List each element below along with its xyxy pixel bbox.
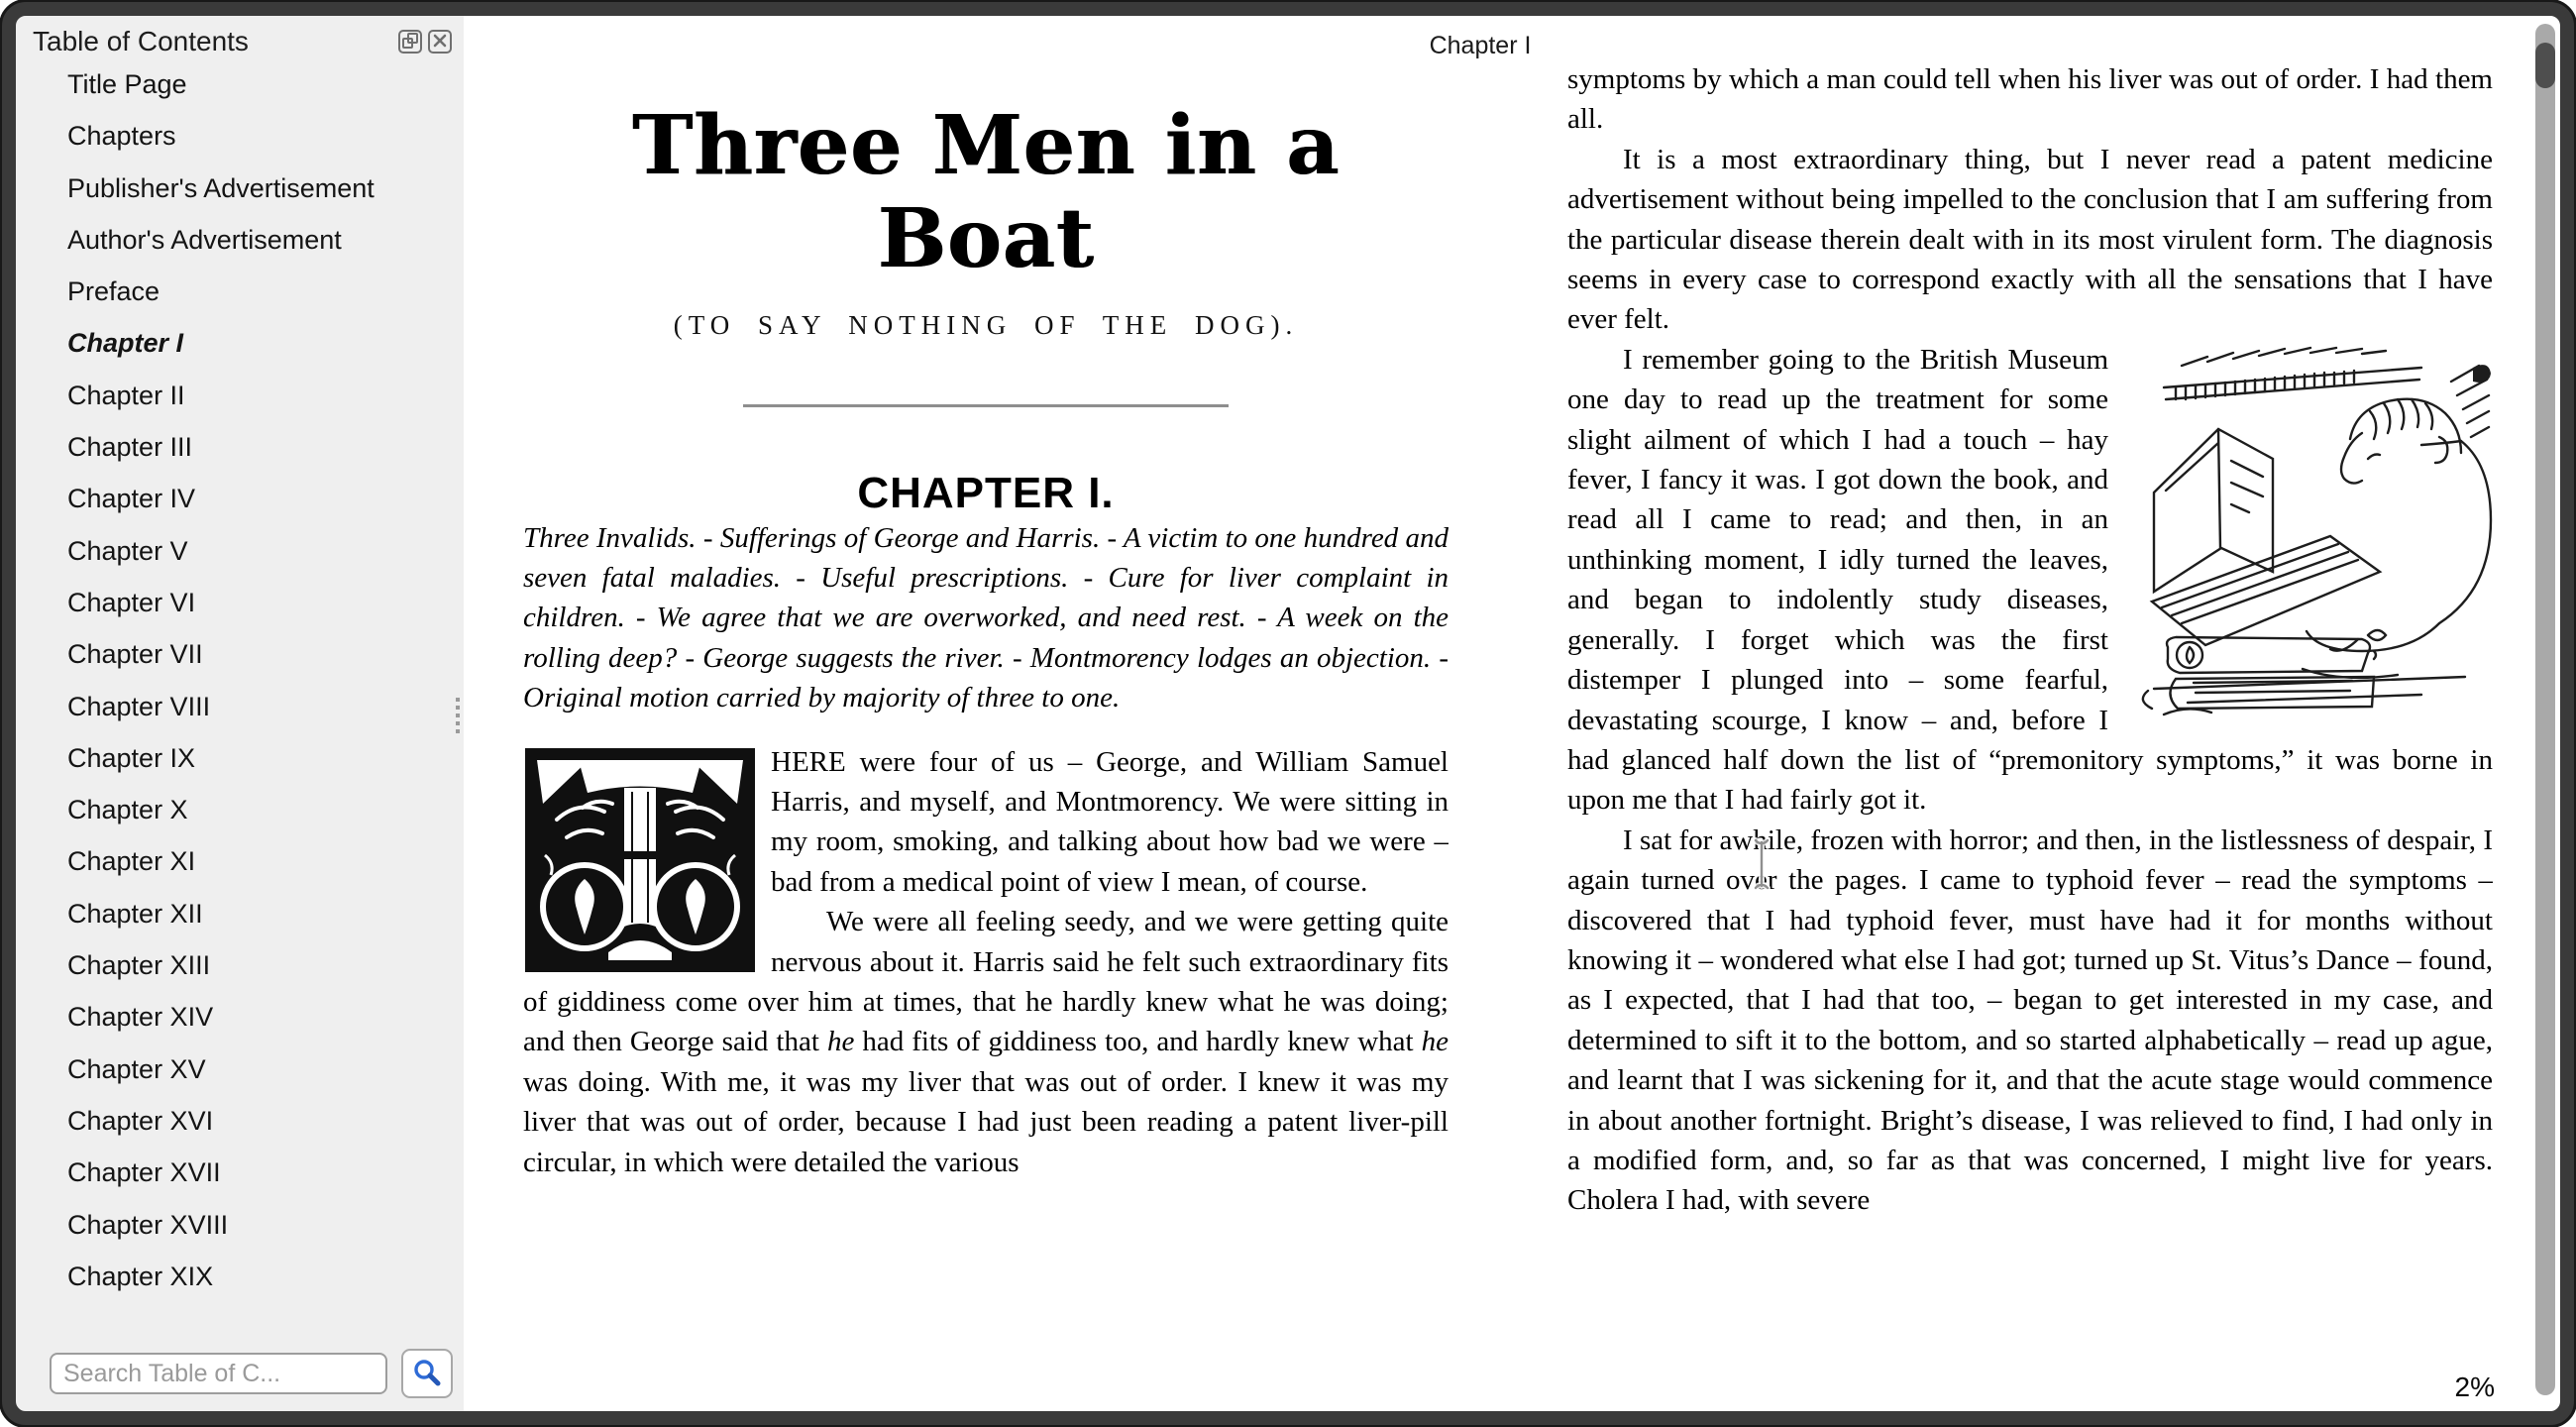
toc-item-label: Chapters (67, 121, 176, 152)
toc-item-label: Chapter XIV (67, 1002, 214, 1033)
ibeam-cursor-icon (1752, 836, 1771, 897)
close-panel-button[interactable] (428, 30, 452, 54)
toc-search-button[interactable] (401, 1349, 453, 1398)
toc-search-combo (50, 1353, 387, 1394)
toc-item[interactable] (16, 370, 458, 421)
toc-item[interactable] (16, 1147, 458, 1198)
paragraph: I sat for awhile, frozen with horror; and then, in the listlessness of despair, I again turned over the pages. I came to typhoid fever – read the symptoms – discovered that I had typhoid fever, must have had it for months without knowing it – wondered what else I had got; turned up St. Vitus’s Dance – found, as I expected, that I had that too, – began to get interested in my case, and determined to sift it to the bottom, and so started alphabetically – read up ague, and learnt that I was sickening for it, and that the acute stage would commence in about another fortnight. Bright’s disease, I was relieved to find, I had only in a modified form, and, so far as that was concerned, I might live for years. Cholera I had, with severe (1567, 823, 2493, 1217)
float-window-icon (401, 32, 419, 53)
toc-item-label: Title Page (67, 69, 187, 99)
book-subtitle: (TO SAY NOTHING OF THE DOG). (673, 309, 1299, 340)
toc-list (16, 58, 458, 1302)
book-title-blackletter: Three Men in a Boat (631, 99, 1341, 287)
paragraph (523, 742, 1449, 903)
toc-item[interactable] (16, 214, 458, 266)
close-icon (431, 32, 449, 53)
toc-item-label: Chapter XIII (67, 950, 211, 981)
paragraph: We were all feeling seedy, and we were getting quite nervous about it. Harris said he felt such extraordinary fits of giddiness come over him at times, that he hardly knew what he was doing; and then George said that he had fits of giddiness too, and hardly knew what he was doing. With me, it was my liver that was out of order. I knew it was my liver that was out of order, because I had just been reading a patent liver-pill circular, in which were detailed the various (523, 906, 1449, 1178)
paragraph (1567, 340, 2493, 821)
toc-item-label: Chapter XVI (67, 1105, 214, 1136)
toc-item[interactable] (16, 473, 458, 524)
reading-area (464, 16, 2560, 1411)
toc-item-label: Chapter III (67, 432, 193, 463)
toc-item[interactable] (16, 1199, 458, 1251)
toc-item[interactable] (16, 110, 458, 162)
toc-item[interactable] (16, 888, 458, 939)
toc-item-label: Author's Advertisement (67, 224, 342, 255)
toc-item[interactable] (16, 58, 458, 110)
toc-item[interactable] (16, 784, 458, 835)
chapter-summary: Three Invalids. - Sufferings of George and Harris. - A victim to one hundred and seven fatal maladies. - Useful prescriptions. - Cure for liver complaint in children. - We agree that we are overworked, and need rest. - A week on the rolling deep? - George suggests the river. - Montmorency lodges an objection. - Original motion carried by majority of three to one. (523, 521, 1449, 714)
search-icon (412, 1358, 442, 1390)
paragraph: It is a most extraordinary thing, but I never read a patent medicine advertisement without being impelled to the conclusion that I am suffering from the particular disease therein dealt with in its most virulent form. The diagnosis seems in every case to correspond exactly with all the sensations that I have ever felt. (1567, 143, 2493, 336)
paragraph-text: HERE were four of us – George, and William Samuel Harris, and myself, and Montmorency. We were sitting in my room, smoking, and talking about how bad we were – bad from a medical point of view I mean, of course. (771, 745, 1449, 898)
toc-splitter-handle[interactable] (456, 698, 460, 733)
toc-item[interactable] (16, 421, 458, 473)
toc-item[interactable] (16, 939, 458, 991)
toc-item[interactable] (16, 1251, 458, 1302)
toc-item-label: Chapter XI (67, 846, 196, 877)
title-divider-rule (743, 404, 1229, 407)
toc-item[interactable] (16, 835, 458, 887)
toc-item-label: Chapter XVIII (67, 1209, 229, 1240)
running-header: Chapter I (1429, 32, 1532, 59)
toc-item[interactable] (16, 317, 458, 369)
page-column-left (523, 99, 1449, 1338)
paragraph-text: I remember going to the British Museum one day to read up the treatment for some slight ailment of which I had a touch – hay fever, I fancy it was. I got down the book, and read all I came to read; and then, in an unthinking moment, I idly turned the leaves, and began to indolently study diseases, generally. I forget which was the first distemper I plunged into – some fearful, devastating scourge, I know – and, before I had glanced half down the list of “premonitory symptoms,” it was borne in upon me that I had fairly got it. (1567, 343, 2493, 817)
toc-item[interactable] (16, 1095, 458, 1147)
toc-item[interactable] (16, 681, 458, 732)
toc-item[interactable] (16, 628, 458, 680)
toc-panel (16, 16, 464, 1411)
scrollbar-thumb[interactable] (2535, 43, 2555, 88)
toc-item-label: Chapter XVII (67, 1157, 221, 1188)
scrollbar[interactable] (2535, 24, 2555, 1395)
toc-item[interactable] (16, 577, 458, 628)
toc-item[interactable] (16, 266, 458, 317)
toc-item-label: Chapter IX (67, 742, 196, 773)
chapter-heading: CHAPTER I. (857, 468, 1115, 517)
float-panel-button[interactable] (398, 30, 422, 54)
reading-man-illustration (2124, 342, 2493, 730)
toc-item-label: Chapter XIX (67, 1261, 214, 1291)
toc-item[interactable] (16, 732, 458, 784)
reading-progress: 2% (2454, 1372, 2495, 1402)
toc-item[interactable] (16, 525, 458, 577)
toc-item-label: Chapter IV (67, 484, 196, 514)
toc-item-label: Preface (67, 276, 161, 307)
paragraph: symptoms by which a man could tell when his liver was out of order. I had them all. (1567, 63, 2493, 136)
toc-item-label: Chapter V (67, 535, 188, 566)
toc-item[interactable] (16, 163, 458, 214)
toc-item-label: Publisher's Advertisement (67, 172, 375, 203)
toc-item-label: Chapter VII (67, 639, 203, 670)
toc-item-label: Chapter II (67, 380, 185, 410)
toc-item-label: Chapter VIII (67, 691, 211, 721)
toc-item[interactable] (16, 991, 458, 1043)
page-column-right (1567, 59, 2493, 1340)
toc-item[interactable] (16, 1043, 458, 1095)
toc-search-input[interactable] (52, 1355, 387, 1392)
toc-item-label: Chapter XV (67, 1053, 206, 1084)
toc-item-label: Chapter I (67, 328, 184, 359)
toc-item-label: Chapter X (67, 795, 188, 825)
toc-panel-title: Table of Contents (33, 26, 249, 56)
toc-item-label: Chapter VI (67, 587, 196, 617)
dropcap-T-woodcut-image (523, 746, 757, 974)
toc-item-label: Chapter XII (67, 898, 203, 929)
